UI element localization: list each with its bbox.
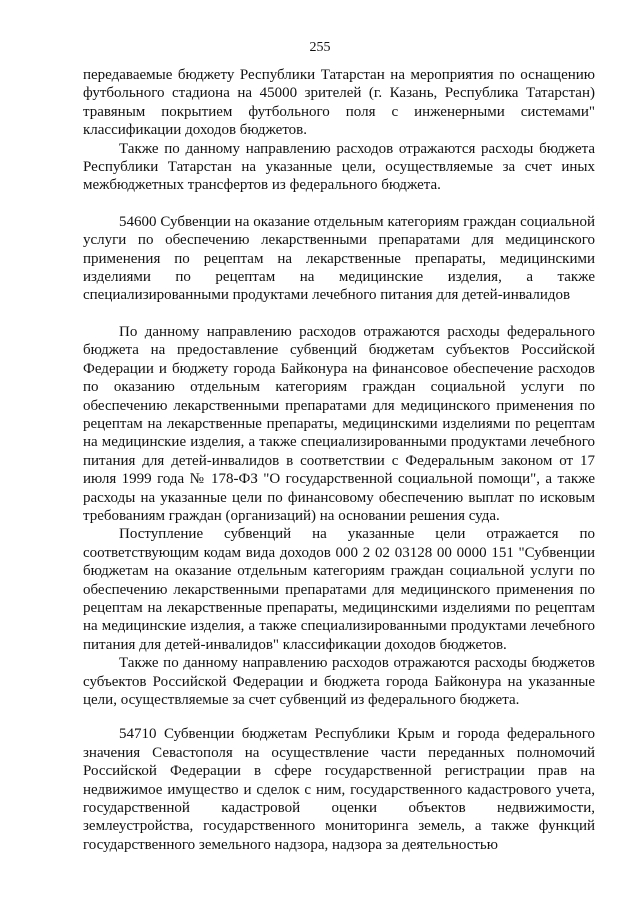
- section-heading-54600: 54600 Субвенции на оказание отдельным категориям граждан социальной услуги по обеспечению лекарственными препаратами для медицинского применения по рецептам на лекарственные препараты, медицинскими изделиями по рецептам на медицинские изделия, а также специализированными продуктами лечебного питания для детей-инвалидов: [83, 213, 595, 304]
- paragraph-continuation: передаваемые бюджету Республики Татарстан на мероприятия по оснащению футбольного стадиона на 45000 зрителей (г. Казань, Республика Татарстан) травяным покрытием футбольного поля с инженерными системами" классификации доходов бюджетов.: [83, 67, 595, 139]
- paragraph: Поступление субвенций на указанные цели отражается по соответствующим кодам вида доходов 000 2 02 03128 00 0000 151 "Субвенции бюджетам на оказание отдельным категориям граждан социальной услуги по обеспечению лекарственными препаратами для медицинского применения по рецептам на лекарственные препараты, медицинскими изделиями по рецептам на медицинские изделия, а также специализированными продуктами лечебного питания для детей-инвалидов" классификации доходов бюджетов.: [83, 526, 595, 653]
- paragraph: Также по данному направлению расходов отражаются расходы бюджета Республики Татарстан на указанные цели, осуществляемые за счет иных межбюджетных трансфертов из федерального бюджета.: [83, 140, 595, 194]
- paragraph: По данному направлению расходов отражаются расходы федерального бюджета на предоставление субвенций бюджетам субъектов Российской Федерации и бюджету города Байконура на финансовое обеспечение расходов по оказанию отдельным категориям граждан социальной услуги по обеспечению лекарственными препаратами для медицинского применения по рецептам на лекарственные препараты, медицинскими изделиями по рецептам на медицинские изделия, а также специализированными продуктами лечебного питания для детей-инвалидов в соответствии с Федеральным законом от 17 июля 1999 года № 178-ФЗ "О государственной социальной помощи", а также расходы на указанные цели по финансовому обеспечению выплат по исковым требованиям граждан (организаций) на основании решения суда.: [83, 323, 595, 524]
- page-number: 255: [309, 40, 331, 55]
- document-body: [83, 66, 595, 854]
- section-heading-54710: 54710 Субвенции бюджетам Республики Крым и города федерального значения Севастополя на осуществление части переданных полномочий Российской Федерации в сфере государственной регистрации прав на недвижимое имущество и сделок с ним, государственного кадастрового учета, государственной кадастровой оценки объектов недвижимости, землеустройства, государственного мониторинга земель, а также функций государственного земельного надзора, надзора за деятельностью: [83, 726, 595, 853]
- paragraph: Также по данному направлению расходов отражаются расходы бюджетов субъектов Российской Федерации и бюджета города Байконура на указанные цели, осуществляемые за счет субвенций из федерального бюджета.: [83, 655, 595, 708]
